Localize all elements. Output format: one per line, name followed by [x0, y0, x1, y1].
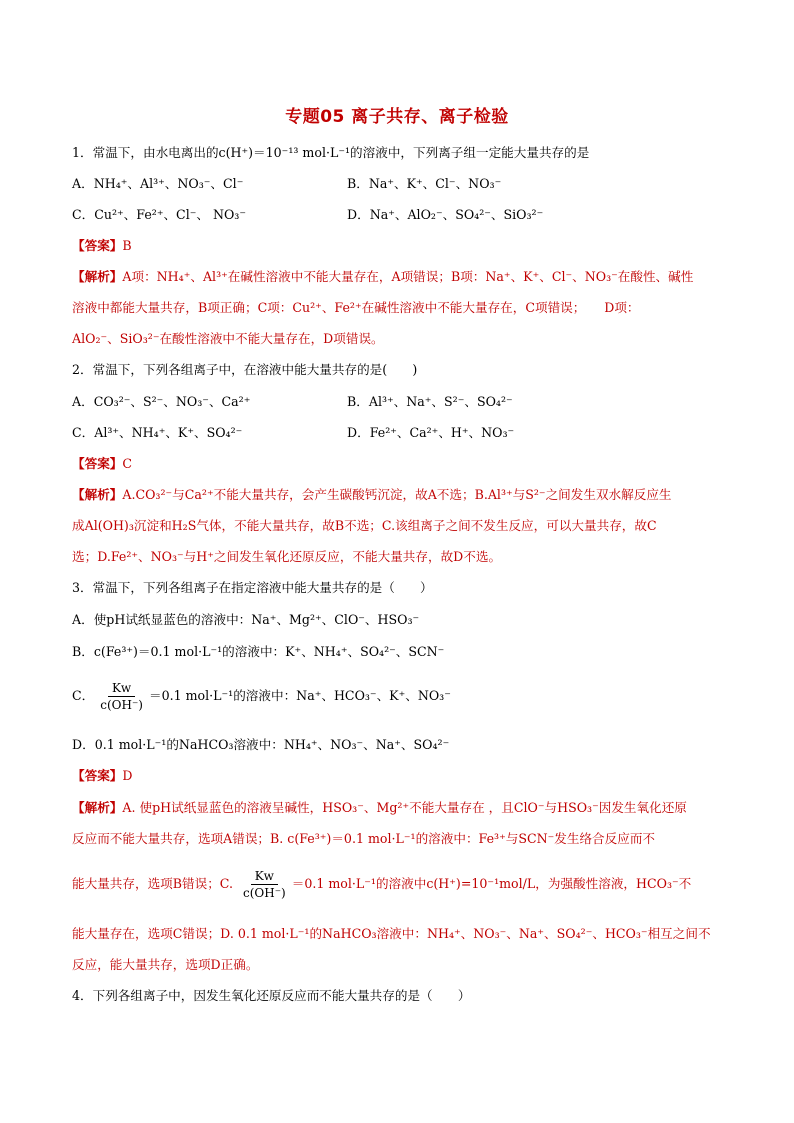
q1-option-c: C．Cu²⁺、Fe²⁺、Cl⁻、 NO₃⁻	[72, 207, 247, 222]
q1-answer	[72, 238, 132, 254]
fraction-numerator: Kw	[251, 869, 278, 885]
q3-option-d: D．0.1 mol·L⁻¹的NaHCO₃溶液中：NH₄⁺、NO₃⁻、Na⁺、SO₄²⁻	[72, 737, 450, 752]
q2-analysis-line-1	[72, 487, 672, 503]
q1-analysis-line-2: 溶液中都能大量共存，B项正确；C项：Cu²⁺、Fe²⁺在碱性溶液中不能大量存在，C项错误； D项：	[72, 300, 640, 315]
q1-option-d: D．Na⁺、AlO₂⁻、SO₄²⁻、SiO₃²⁻	[347, 207, 544, 222]
analysis-tag: 【解析】	[72, 800, 123, 815]
q3-option-c-prefix: C．	[72, 688, 95, 703]
q3-option-a: A．使pH试纸显蓝色的溶液中：Na⁺、Mg²⁺、ClO⁻、HSO₃⁻	[72, 612, 420, 627]
q2-option-b: B．Al³⁺、Na⁺、S²⁻、SO₄²⁻	[347, 394, 513, 409]
q3-option-b: B．c(Fe³⁺)＝0.1 mol·L⁻¹的溶液中：K⁺、NH₄⁺、SO₄²⁻、SCN⁻	[72, 644, 445, 659]
answer-tag: 【答案】	[72, 768, 123, 783]
q3-answer-value: D	[122, 768, 133, 783]
analysis-tag: 【解析】	[72, 269, 123, 284]
q3-analysis-line-5: 反应，能大量共存，选项D正确。	[72, 957, 259, 972]
q2-option-a: A．CO₃²⁻、S²⁻、NO₃⁻、Ca²⁺	[72, 394, 251, 409]
q2-answer-value: C	[122, 456, 133, 471]
q2-analysis-line-3: 选；D.Fe²⁺、NO₃⁻与H⁺之间发生氧化还原反应，不能大量共存，故D不选。	[72, 549, 502, 564]
fraction-denominator: c(OH⁻)	[242, 886, 286, 900]
q3-analysis-text-3b: ＝0.1 mol·L⁻¹的溶液中c(H⁺)=10⁻¹mol/L，为强酸性溶液，HCO₃⁻不	[291, 876, 692, 891]
q2-analysis-text-1: A.CO₃²⁻与Ca²⁺不能大量共存，会产生碳酸钙沉淀，故A不选；B.Al³⁺与S²⁻之间发生双水解反应生	[122, 487, 672, 502]
q1-analysis-text-1: A项：NH₄⁺、Al³⁺在碱性溶液中不能大量存在，A项错误；B项：Na⁺、K⁺、Cl⁻、NO₃⁻在酸性、碱性	[122, 269, 694, 284]
q2-answer	[72, 456, 132, 472]
q3-analysis-line-4: 能大量存在，选项C错误；D. 0.1 mol·L⁻¹的NaHCO₃溶液中：NH₄⁺、NO₃⁻、Na⁺、SO₄²⁻、HCO₃⁻相互之间不	[72, 926, 711, 941]
kw-fraction-analysis	[239, 869, 290, 900]
q3-analysis-line-2: 反应而不能大量共存，选项A错误；B. c(Fe³⁺)＝0.1 mol·L⁻¹的溶液中：Fe³⁺与SCN⁻发生络合反应而不	[72, 831, 656, 846]
analysis-tag: 【解析】	[72, 487, 123, 502]
q1-option-a: A．NH₄⁺、Al³⁺、NO₃⁻、Cl⁻	[72, 176, 244, 191]
q3-analysis-text-3a: 能大量共存，选项B错误；C.	[72, 876, 237, 891]
q2-option-c: C．Al³⁺、NH₄⁺、K⁺、SO₄²⁻	[72, 425, 243, 440]
q2-option-d: D．Fe²⁺、Ca²⁺、H⁺、NO₃⁻	[347, 425, 515, 440]
q3-stem: 3．常温下，下列各组离子在指定溶液中能大量共存的是（ ）	[72, 580, 433, 595]
q2-stem: 2．常温下，下列各组离子中，在溶液中能大量共存的是( )	[72, 362, 418, 377]
q3-analysis-text-1: A. 使pH试纸显蓝色的溶液呈碱性，HSO₃⁻、Mg²⁺不能大量存在 ，且ClO⁻与HSO₃⁻因发生氧化还原	[122, 800, 687, 815]
q1-analysis-line-1	[72, 269, 693, 285]
q4-stem: 4．下列各组离子中，因发生氧化还原反应而不能大量共存的是（ ）	[72, 988, 471, 1003]
q1-analysis-line-3: AlO₂⁻、SiO₃²⁻在酸性溶液中不能大量存在，D项错误。	[72, 331, 384, 346]
q3-option-c	[72, 676, 451, 716]
kw-fraction	[96, 681, 147, 712]
q3-option-c-suffix: ＝0.1 mol·L⁻¹的溶液中：Na⁺、HCO₃⁻、K⁺、NO₃⁻	[148, 688, 451, 703]
q1-stem: 1．常温下，由水电离出的c(H⁺)＝10⁻¹³ mol·L⁻¹的溶液中，下列离子组一定能大量共存的是	[72, 145, 590, 160]
fraction-denominator: c(OH⁻)	[100, 698, 143, 712]
page-title: 专题05 离子共存、离子检验	[285, 107, 509, 127]
q1-option-b: B．Na⁺、K⁺、Cl⁻、NO₃⁻	[347, 176, 502, 191]
q2-analysis-line-2: 成Al(OH)₃沉淀和H₂S气体，不能大量共存，故B不选；C.该组离子之间不发生反应，可以大量共存，故C	[72, 518, 657, 533]
q3-analysis-line-3	[72, 864, 691, 904]
fraction-numerator: Kw	[108, 681, 135, 697]
answer-tag: 【答案】	[72, 238, 123, 253]
answer-tag: 【答案】	[72, 456, 123, 471]
q3-analysis-line-1	[72, 800, 687, 816]
q1-answer-value: B	[122, 238, 132, 253]
q3-answer	[72, 768, 132, 784]
